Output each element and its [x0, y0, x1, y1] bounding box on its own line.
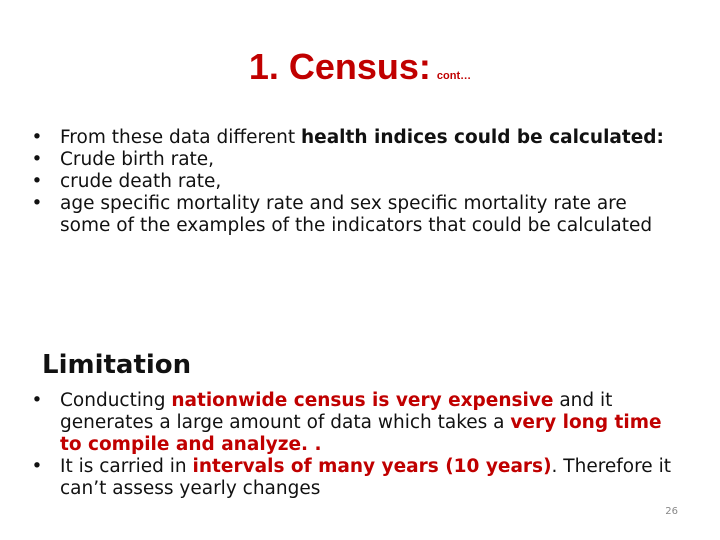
title-suffix: cont…	[436, 70, 472, 82]
bullet-text: age specific mortality rate and sex specific mortality rate are some of the examples of the indicators that could be calculated	[60, 193, 653, 236]
bullet-text: From these data different	[60, 127, 301, 148]
title-main: 1. Census:	[248, 46, 431, 87]
bullet-dot: •	[31, 127, 43, 148]
bullet-text: Crude birth rate,	[60, 149, 215, 170]
bullet-text: very long time to compile and analyze. .	[60, 412, 662, 455]
bullet-dot: •	[31, 171, 43, 192]
bullet-text: health indices could be calculated:	[300, 127, 664, 148]
bullet-item	[18, 171, 678, 193]
slide-title	[0, 44, 720, 99]
bullet-item	[18, 456, 678, 500]
bullet-dot: •	[31, 456, 43, 477]
bullet-list-top	[18, 127, 678, 237]
bullet-text: nationwide census is very expensive	[171, 390, 554, 411]
bullet-text: Conducting	[60, 390, 172, 411]
limitation-heading: Limitation	[42, 350, 192, 380]
bullet-item	[18, 127, 678, 149]
bullet-item	[18, 193, 678, 237]
bullet-list-bottom	[18, 390, 678, 500]
bullet-dot: •	[31, 149, 43, 170]
page-number: 26	[665, 506, 678, 517]
bullet-dot: •	[31, 390, 43, 411]
bullet-text: and it generates a large amount of data which takes a	[60, 390, 613, 433]
bullet-item	[18, 390, 678, 456]
bullet-text: intervals of many years (10 years)	[192, 456, 552, 477]
bullet-item	[18, 149, 678, 171]
bullet-text: . Therefore it can’t assess yearly changes	[60, 456, 671, 499]
bullet-dot: •	[31, 193, 43, 214]
bullet-text: crude death rate,	[60, 171, 222, 192]
bullet-text: It is carried in	[60, 456, 193, 477]
